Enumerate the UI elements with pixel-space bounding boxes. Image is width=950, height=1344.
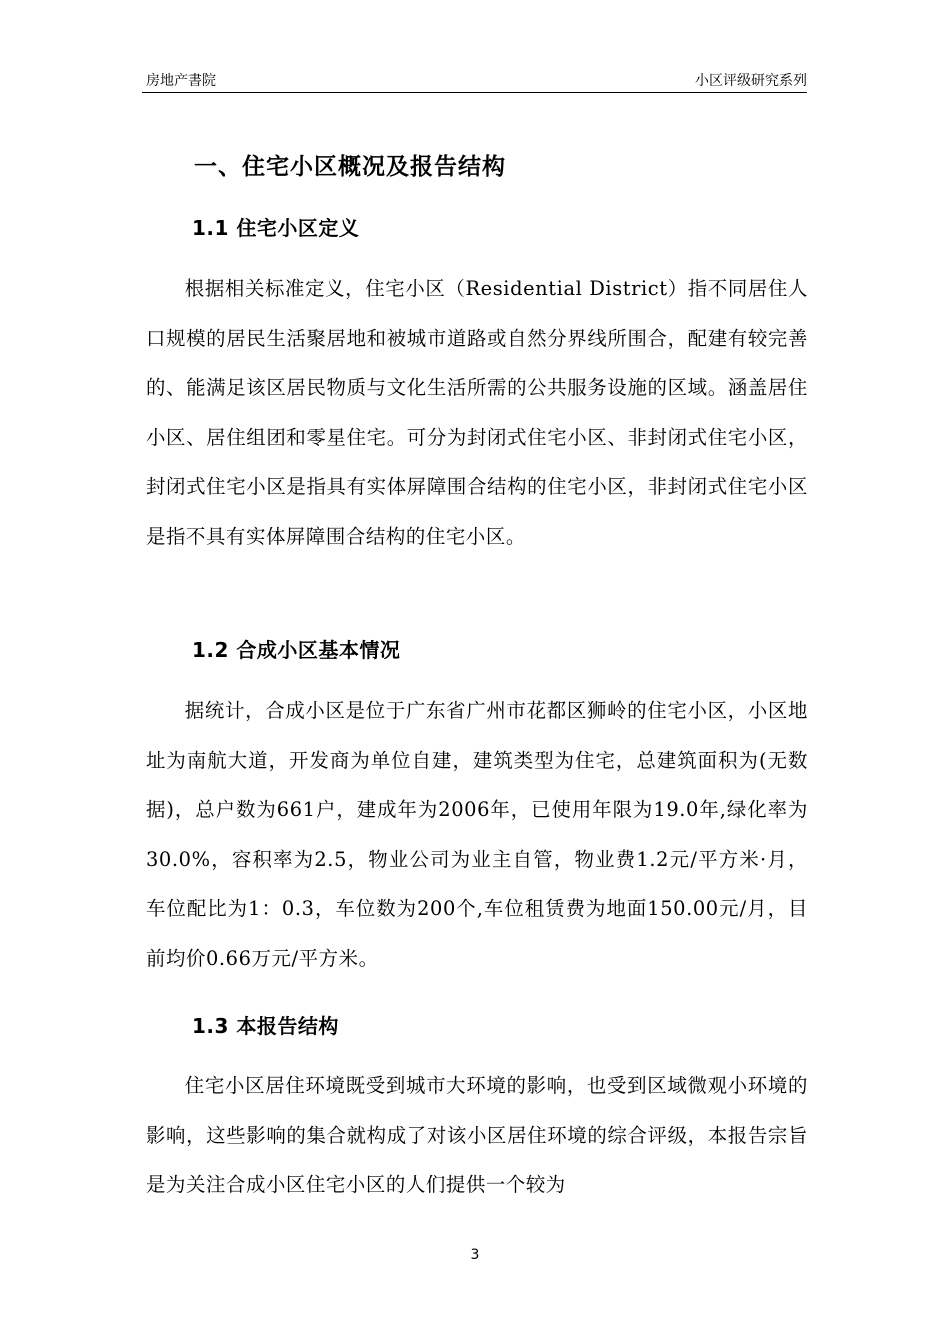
paragraph-basic-info: 据统计，合成小区是位于广东省广州市花都区狮岭的住宅小区，小区地址为南航大道，开发商为单位自建，建筑类型为住宅，总建筑面积为(无数据)，总户数为661户，建成年为2006年，已使用年限为19.0年,绿化率为30.0%，容积率为2.5，物业公司为业主自管，物业费1.2元/平方米·月，车位配比为1：0.3，车位数为200个,车位租赁费为地面150.00元/月，目前均价0.66万元/平方米。 <box>146 699 808 970</box>
header-divider <box>142 92 807 93</box>
subsection-heading-1-1: 1.1 住宅小区定义 <box>192 216 360 240</box>
paragraph-report-structure: 住宅小区居住环境既受到城市大环境的影响，也受到区域微观小环境的影响，这些影响的集合就构成了对该小区居住环境的综合评级，本报告宗旨是为关注合成小区住宅小区的人们提供一个较为 <box>146 1074 808 1196</box>
header-right-title: 小区评级研究系列 <box>695 73 807 89</box>
subsection-heading-1-3: 1.3 本报告结构 <box>192 1014 339 1038</box>
paragraph-definition: 根据相关标准定义，住宅小区（Residential District）指不同居住人口规模的居民生活聚居地和被城市道路或自然分界线所围合，配建有较完善的、能满足该区居民物质与文化生活所需的公共服务设施的区域。涵盖居住小区、居住组团和零星住宅。可分为封闭式住宅小区、非封闭式住宅小区，封闭式住宅小区是指具有实体屏障围合结构的住宅小区，非封闭式住宅小区是指不具有实体屏障围合结构的住宅小区。 <box>146 277 808 548</box>
subsection-heading-1-2: 1.2 合成小区基本情况 <box>192 638 401 662</box>
section-heading-1: 一、住宅小区概况及报告结构 <box>194 154 506 180</box>
header-left-title: 房地产書院 <box>146 73 216 89</box>
page-number: 3 <box>470 1247 480 1263</box>
